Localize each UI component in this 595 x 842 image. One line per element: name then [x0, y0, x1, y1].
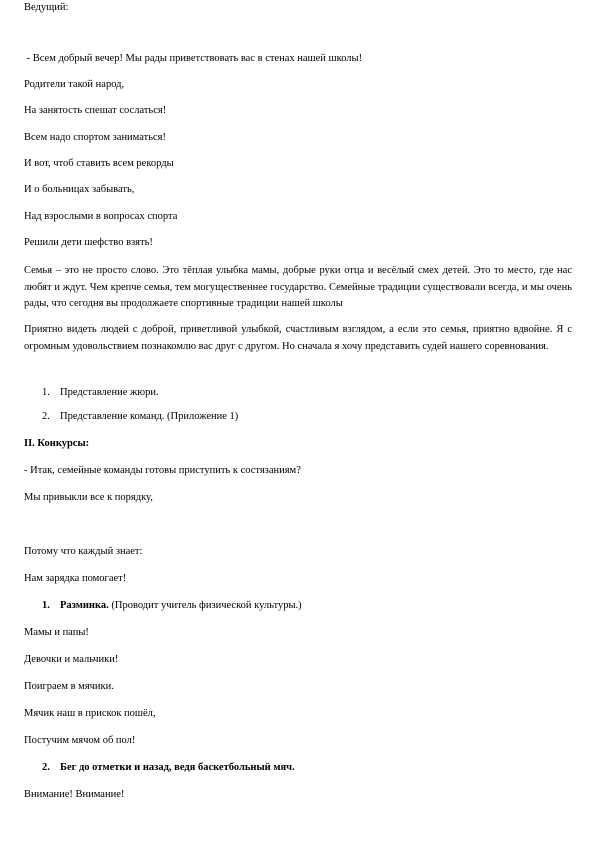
warmup-title: Разминка. — [60, 600, 109, 611]
poem-line: Потому что каждый знает: — [24, 546, 143, 557]
speaker-label: Ведущий: — [24, 2, 69, 13]
warmup-note: (Проводит учитель физической культуры.) — [108, 600, 302, 611]
poem-line: Поиграем в мячики. — [24, 681, 114, 692]
poem-line: Мамы и папы! — [24, 627, 89, 638]
list-item: Представление жюри. — [60, 387, 159, 398]
section-heading: II. Конкурсы: — [24, 438, 90, 449]
run-title: Бег до отметки и назад, ведя баскетбольный мяч. — [60, 762, 295, 773]
judges-paragraph: Приятно видеть людей с доброй, приветливой улыбкой, счастливым взглядом, а если это семья, приятно вдвойне. Я с огромным удовольствием познакомлю вас друг с другом. Но сначала я хочу представить судей нашего соревнования. — [24, 324, 572, 352]
poem-line: Мы привыкли все к порядку, — [24, 492, 153, 503]
poem-line: И вот, чтоб ставить всем рекорды — [24, 158, 174, 169]
poem-line: Всем надо спортом заниматься! — [24, 132, 167, 143]
poem-line: Над взрослыми в вопросах спорта — [24, 211, 178, 222]
poem-line: На занятость спешат сослаться! — [24, 105, 167, 116]
poem-line: Мячик наш в прискок пошёл, — [24, 708, 156, 719]
family-paragraph: Семья – это не просто слово. Это тёплая улыбка мамы, добрые руки отца и весёлый смех детей. Это то место, где нас любят и ждут. Чем крепче семья, тем могущественнее государство. Семейные традиции существовали всегда, и мы очень рады, что сегодня вы продолжаете спортивные традиции нашей школы — [24, 265, 572, 309]
poem-line: Решили дети шефство взять! — [24, 237, 153, 248]
poem-line: Постучим мячом об пол! — [24, 735, 136, 746]
poem-line: И о больницах забывать, — [24, 184, 135, 195]
poem-line: Девочки и мальчики! — [24, 654, 119, 665]
list-number: 1. — [42, 600, 50, 611]
poem-line: Родители такой народ, — [24, 79, 125, 90]
list-item: Представление команд. (Приложение 1) — [60, 411, 239, 422]
list-number: 1. — [42, 387, 50, 398]
attention-line: Внимание! Внимание! — [24, 789, 125, 800]
list-number: 2. — [42, 762, 50, 773]
warmup-text — [60, 599, 560, 613]
list-number: 2. — [42, 411, 50, 422]
question-line: - Итак, семейные команды готовы приступить к состязаниям? — [24, 465, 301, 476]
greeting-line: - Всем добрый вечер! Мы рады приветствовать вас в стенах нашей школы! — [24, 53, 363, 64]
poem-line: Нам зарядка помогает! — [24, 573, 127, 584]
